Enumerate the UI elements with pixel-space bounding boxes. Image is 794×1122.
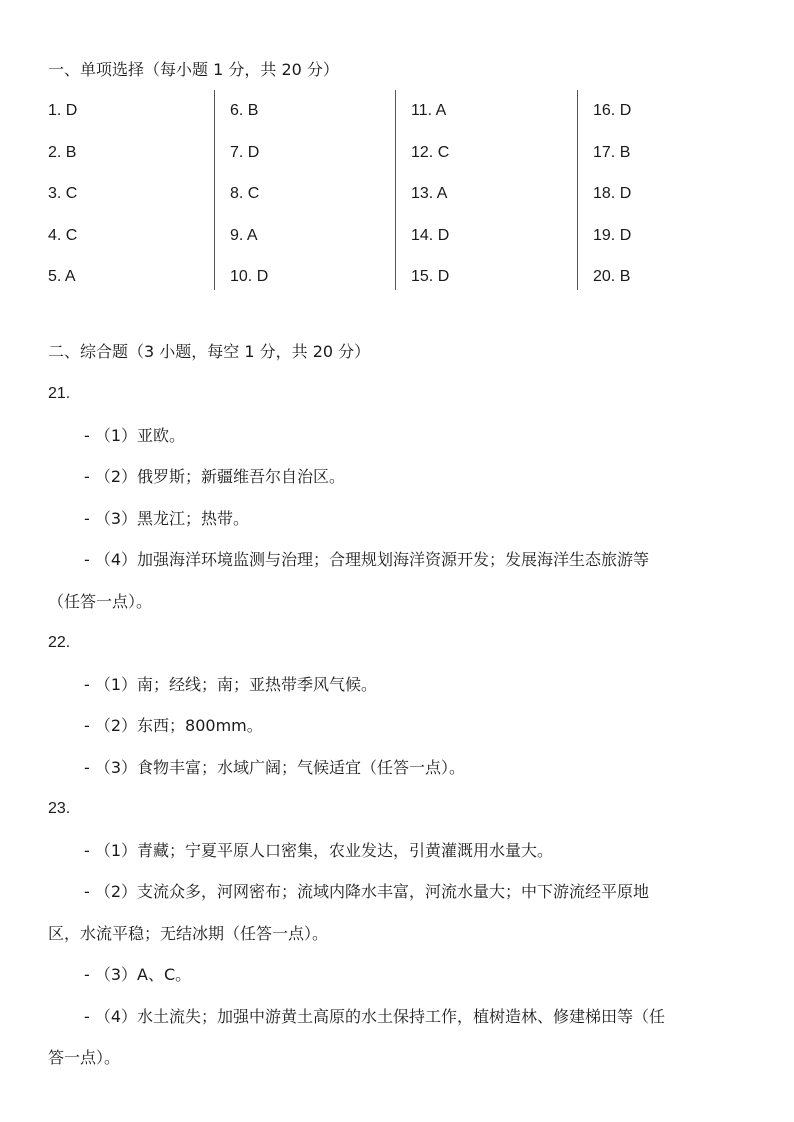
- answer-12: 12. C: [411, 144, 450, 161]
- q23-item-2: - （2）支流众多，河网密布；流域内降水丰富，河流水量大；中下游流经平原地: [84, 882, 650, 901]
- answer-15: 15. D: [411, 268, 450, 285]
- answer-14: 14. D: [411, 227, 450, 244]
- answer-8: 8. C: [230, 185, 260, 202]
- q23-item-1: - （1）青藏；宁夏平原人口密集，农业发达，引黄灌溉用水量大。: [84, 841, 554, 860]
- answer-18: 18. D: [593, 185, 632, 202]
- q22-item-1: - （1）南；经线；南；亚热带季风气候。: [84, 675, 378, 694]
- multiple-choice-answer-grid: [48, 90, 748, 290]
- answer-20: 20. B: [593, 268, 631, 285]
- answer-9: 9. A: [230, 227, 258, 244]
- answer-6: 6. B: [230, 102, 259, 119]
- answer-13: 13. A: [411, 185, 448, 202]
- q23-item-2-continuation: 区，水流平稳；无结冰期（任答一点）。: [48, 924, 329, 943]
- q22-item-3: - （3）食物丰富；水域广阔；气候适宜（任答一点）。: [84, 758, 466, 777]
- answer-4: 4. C: [48, 227, 78, 244]
- question-21-number: 21.: [48, 385, 71, 402]
- q23-item-4: - （4）水土流失；加强中游黄土高原的水土保持工作，植树造林、修建梯田等（任: [84, 1007, 666, 1026]
- answer-7: 7. D: [230, 144, 260, 161]
- section2-title: 二、综合题（3 小题，每空 1 分，共 20 分）: [48, 342, 371, 361]
- answer-11: 11. A: [411, 102, 447, 119]
- answer-2: 2. B: [48, 144, 77, 161]
- question-22-number: 22.: [48, 634, 71, 651]
- q21-item-2: - （2）俄罗斯；新疆维吾尔自治区。: [84, 467, 346, 486]
- question-23-number: 23.: [48, 800, 71, 817]
- answer-17: 17. B: [593, 144, 631, 161]
- q23-item-4-continuation: 答一点）。: [48, 1048, 121, 1067]
- q22-item-2: - （2）东西；800mm。: [84, 716, 263, 735]
- section1-title: 一、单项选择（每小题 1 分，共 20 分）: [48, 60, 339, 79]
- q21-item-1: - （1）亚欧。: [84, 426, 186, 445]
- answer-3: 3. C: [48, 185, 78, 202]
- q21-item-4: - （4）加强海洋环境监测与治理；合理规划海洋资源开发；发展海洋生态旅游等: [84, 550, 650, 569]
- column-divider: [395, 90, 396, 290]
- answer-5: 5. A: [48, 268, 76, 285]
- column-divider: [577, 90, 578, 290]
- answer-19: 19. D: [593, 227, 632, 244]
- q23-item-3: - （3）A、C。: [84, 965, 192, 984]
- answer-10: 10. D: [230, 268, 269, 285]
- q21-item-4-continuation: （任答一点）。: [48, 592, 153, 611]
- answer-1: 1. D: [48, 102, 78, 119]
- q21-item-3: - （3）黑龙江；热带。: [84, 509, 250, 528]
- answer-16: 16. D: [593, 102, 632, 119]
- column-divider: [214, 90, 215, 290]
